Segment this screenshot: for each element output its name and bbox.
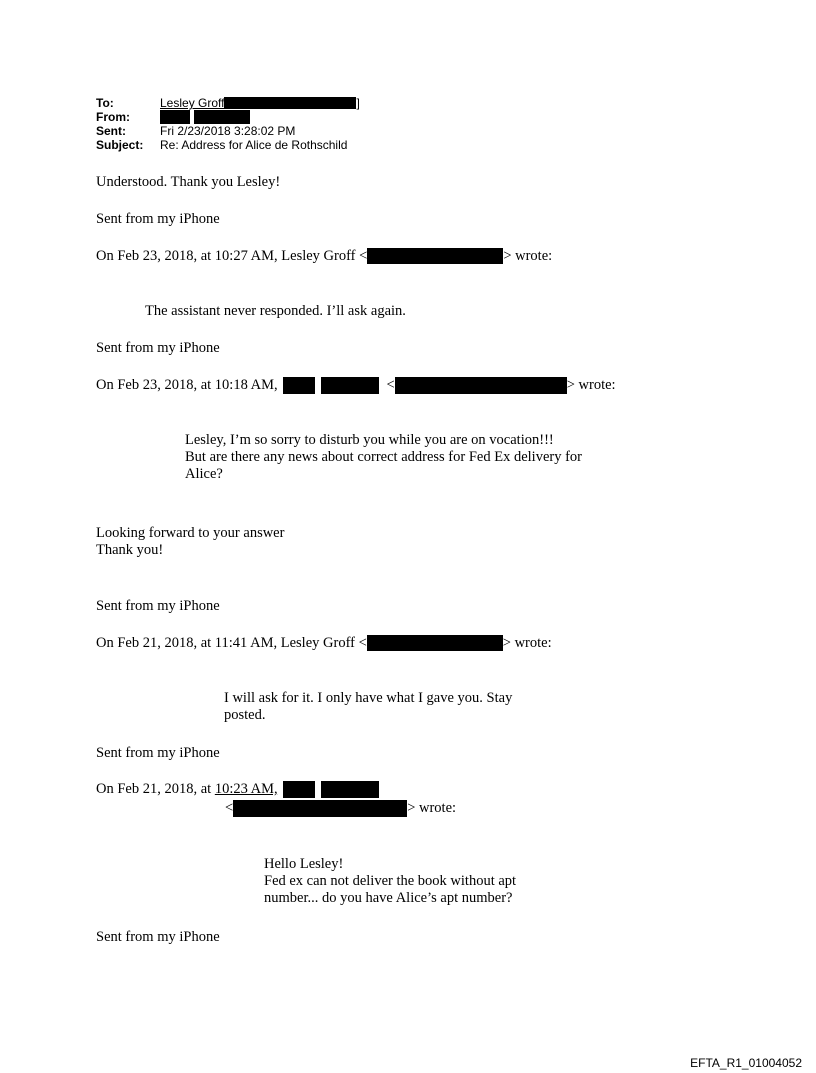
quoted-message-line: number... do you have Alice’s apt number? — [264, 890, 513, 906]
reply-text: Understood. Thank you Lesley! — [96, 174, 281, 190]
email-header — [96, 96, 360, 152]
to-value — [160, 96, 360, 110]
quoted-message: The assistant never responded. I’ll ask again. — [145, 303, 406, 319]
signature: Sent from my iPhone — [96, 929, 220, 945]
quoted-message — [185, 432, 582, 483]
quote-attribution — [96, 248, 552, 265]
quoted-message-line: Alice? — [185, 466, 223, 482]
sent-row — [96, 124, 360, 138]
quote-attribution-time: 10:23 AM, — [214, 781, 278, 797]
quoted-message-line: I will ask for it. I only have what I gave you. Stay — [224, 690, 513, 706]
quoted-message — [224, 690, 512, 724]
subject-label: Subject: — [96, 138, 144, 152]
quoted-message-line: But are there any news about correct address for Fed Ex delivery for — [185, 449, 582, 465]
redaction-box — [367, 635, 503, 651]
redaction-box — [160, 110, 190, 124]
signature: Sent from my iPhone — [96, 211, 220, 227]
sent-label: Sent: — [96, 124, 126, 138]
subject-row — [96, 138, 360, 152]
redaction-box — [233, 800, 407, 817]
quoted-message — [264, 856, 516, 907]
quote-attribution-prefix: On Feb 21, 2018, at — [96, 781, 212, 797]
redaction-box — [283, 377, 315, 394]
quote-attribution — [96, 635, 552, 652]
sent-value: Fri 2/23/2018 3:28:02 PM — [160, 124, 296, 138]
quote-attribution-lt: < — [386, 377, 395, 393]
redaction-box — [224, 97, 356, 109]
quoted-message-line: Looking forward to your answer — [96, 525, 285, 541]
redaction-box — [321, 781, 379, 798]
redaction-box — [283, 781, 315, 798]
to-label: To: — [96, 96, 114, 110]
redaction-box — [367, 248, 503, 264]
document-id: EFTA_R1_01004052 — [690, 1056, 802, 1070]
from-label: From: — [96, 110, 130, 124]
quote-attribution-suffix: > wrote: — [566, 377, 616, 393]
to-bracket: ] — [356, 96, 360, 110]
signature: Sent from my iPhone — [96, 598, 220, 614]
quote-attribution — [96, 781, 379, 798]
signature: Sent from my iPhone — [96, 745, 220, 761]
quote-attribution-suffix: > wrote: — [503, 248, 553, 264]
quoted-message-line: Fed ex can not deliver the book without apt — [264, 873, 517, 889]
redaction-box — [321, 377, 379, 394]
quote-attribution-prefix: On Feb 23, 2018, at 10:18 AM, — [96, 377, 278, 393]
subject-value: Re: Address for Alice de Rothschild — [160, 138, 348, 152]
quote-attribution-prefix: On Feb 23, 2018, at 10:27 AM, Lesley Groff < — [96, 248, 368, 264]
from-row — [96, 110, 360, 124]
quoted-message — [96, 525, 284, 559]
quoted-message-line: Thank you! — [96, 542, 164, 558]
signature: Sent from my iPhone — [96, 340, 220, 356]
redaction-box — [395, 377, 567, 394]
quote-attribution-prefix: On Feb 21, 2018, at 11:41 AM, Lesley Groff < — [96, 635, 367, 651]
quoted-message-line: posted. — [224, 707, 266, 723]
quoted-message-line: Lesley, I’m so sorry to disturb you while you are on vocation!!! — [185, 432, 554, 448]
quote-attribution — [96, 377, 616, 394]
quote-attribution-continued — [225, 800, 456, 817]
quote-attribution-suffix: > wrote: — [407, 800, 457, 816]
quote-attribution-lt: < — [225, 800, 234, 816]
to-row — [96, 96, 360, 110]
to-name: Lesley Groff — [160, 96, 225, 110]
quoted-message-line: Hello Lesley! — [264, 856, 344, 872]
redaction-box — [194, 110, 250, 124]
quote-attribution-suffix: > wrote: — [502, 635, 552, 651]
